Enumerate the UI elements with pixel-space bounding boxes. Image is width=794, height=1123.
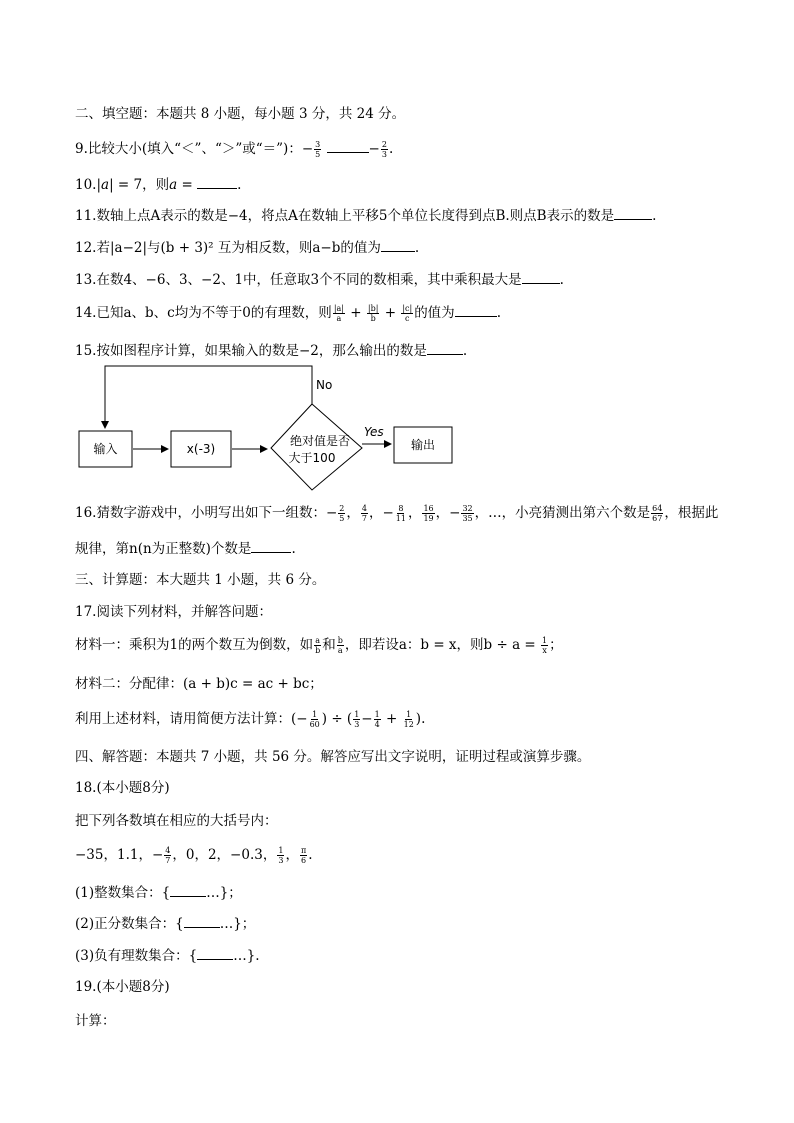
material-1: 材料一：乘积为1的两个数互为倒数，如 $\frac{a}{b}$ 和 $\frac{b}{a}$ ，即若设a：b = x，则b ÷ a = $\frac{1}{x}$ ； [75,636,563,655]
fraction: $\frac{8}{11}$ [395,504,406,523]
section-4-header: 四、解答题：本题共 7 小题，共 56 分。解答应写出文字说明，证明过程或演算步骤。 [75,749,591,765]
condition-line-2: 大于100 [288,451,336,465]
operation-label: x(-3) [186,442,216,456]
fraction: $\frac{\pi}{6}$ [300,846,307,865]
question-13: 13.在数4、−6、3、−2、1中，任意取3个不同的数相乘，其中乘积最大是 . [75,272,564,288]
answer-blank[interactable] [184,915,220,928]
integer-set: (1)整数集合：{ …}； [75,885,242,901]
fraction: $\frac{1}{3}$ [354,710,360,729]
question-10: 10.|a| = 7，则a = . [75,177,242,193]
positive-fraction-set: (2)正分数集合：{ …}； [75,916,256,932]
answer-blank[interactable] [170,884,206,897]
loop-arrow [105,366,312,428]
section-2-header: 二、填空题：本题共 8 小题，每小题 3 分，共 24 分。 [75,106,406,122]
fraction: $\frac{b}{a}$ [337,636,343,655]
question-9: 9.比较大小(填入“＜”、“＞”或“＝”)：− $\frac{3}{5}$ − $\frac{2}{3}$ . [75,140,394,159]
fraction: $\frac{32}{35}$ [462,504,473,523]
fraction: $\frac{1}{3}$ [278,846,284,865]
number-list: −35，1.1，− $\frac{4}{7}$ ，0，2，−0.3， $\frac{1}{3}$ ， $\frac{\pi}{6}$ . [75,846,313,865]
fraction: $\frac{2}{3}$ [381,140,387,159]
condition-line-1: 绝对值是否 [289,434,351,448]
section-3-header: 三、计算题：本大题共 1 小题，共 6 分。 [75,572,326,588]
answer-blank[interactable] [197,176,237,189]
no-label: No [316,378,333,392]
negative-rational-set: (3)负有理数集合：{ …}. [75,948,260,964]
question-18: 18.(本小题8分) [75,780,170,796]
material-2: 材料二：分配律：(a + b)c = ac + bc； [75,676,323,692]
answer-blank[interactable] [427,342,463,355]
answer-blank[interactable] [455,304,497,317]
fraction: $\frac{|a|}{a}$ [333,304,344,323]
question-12: 12.若|a−2|与(b + 3)² 互为相反数，则a−b的值为 . [75,240,420,256]
fraction: $\frac{|c|}{c}$ [402,304,413,323]
fraction: $\frac{3}{5}$ [315,140,321,159]
question-19: 19.(本小题8分) [75,979,170,995]
fraction: $\frac{64}{67}$ [652,504,663,523]
fraction: $\frac{16}{19}$ [423,504,434,523]
question-11: 11.数轴上点A表示的数是−4，将点A在数轴上平移5个单位长度得到点B.则点B表示的数是 . [75,208,657,224]
question-16-continued: 规律，第n(n为正整数)个数是 . [75,541,296,557]
answer-blank[interactable] [327,140,369,153]
material-3: 利用上述材料，请用简便方法计算：(− $\frac{1}{60}$ ) ÷ ( $\frac{1}{3}$ − $\frac{1}{4}$ + $\frac{1}{12}$ ). [75,710,426,729]
answer-blank[interactable] [614,207,652,220]
answer-blank[interactable] [381,239,415,252]
input-label: 输入 [93,442,118,456]
question-14: 14.已知a、b、c均为不等于0的有理数，则 $\frac{|a|}{a}$ + $\frac{|b|}{b}$ + $\frac{|c|}{c}$ 的值为 . [75,304,501,323]
question-19-intro: 计算： [75,1013,116,1029]
fraction: $\frac{|b|}{b}$ [367,304,379,323]
fraction: $\frac{4}{7}$ [165,846,171,865]
yes-label: Yes [364,425,384,439]
fraction: $\frac{2}{5}$ [339,504,345,523]
question-17: 17.阅读下列材料，并解答问题： [75,604,272,620]
question-15: 15.按如图程序计算，如果输入的数是−2，那么输出的数是 . [75,343,468,359]
fraction: $\frac{1}{12}$ [403,710,414,729]
fraction: $\frac{1}{4}$ [374,710,380,729]
fraction: $\frac{4}{7}$ [361,504,367,523]
answer-blank[interactable] [251,540,291,553]
output-label: 输出 [410,438,436,452]
answer-blank[interactable] [522,271,560,284]
fraction: $\frac{1}{60}$ [309,710,320,729]
fraction: $\frac{a}{b}$ [315,636,321,655]
fraction: $\frac{1}{x}$ [542,636,548,655]
flowchart [70,362,470,494]
question-16: 16.猜数字游戏中，小明写出如下一组数：− $\frac{2}{5}$ ， $\frac{4}{7}$ ，− $\frac{8}{11}$ ， $\frac{16}{19}$ ，− $\frac{32}{35}$ ，…，小亮猜测出第六个数是 $\frac{64}{67}$ ，根据此 [75,504,719,523]
answer-blank[interactable] [197,947,233,960]
question-18-intro: 把下列各数填在相应的大括号内： [75,813,278,829]
